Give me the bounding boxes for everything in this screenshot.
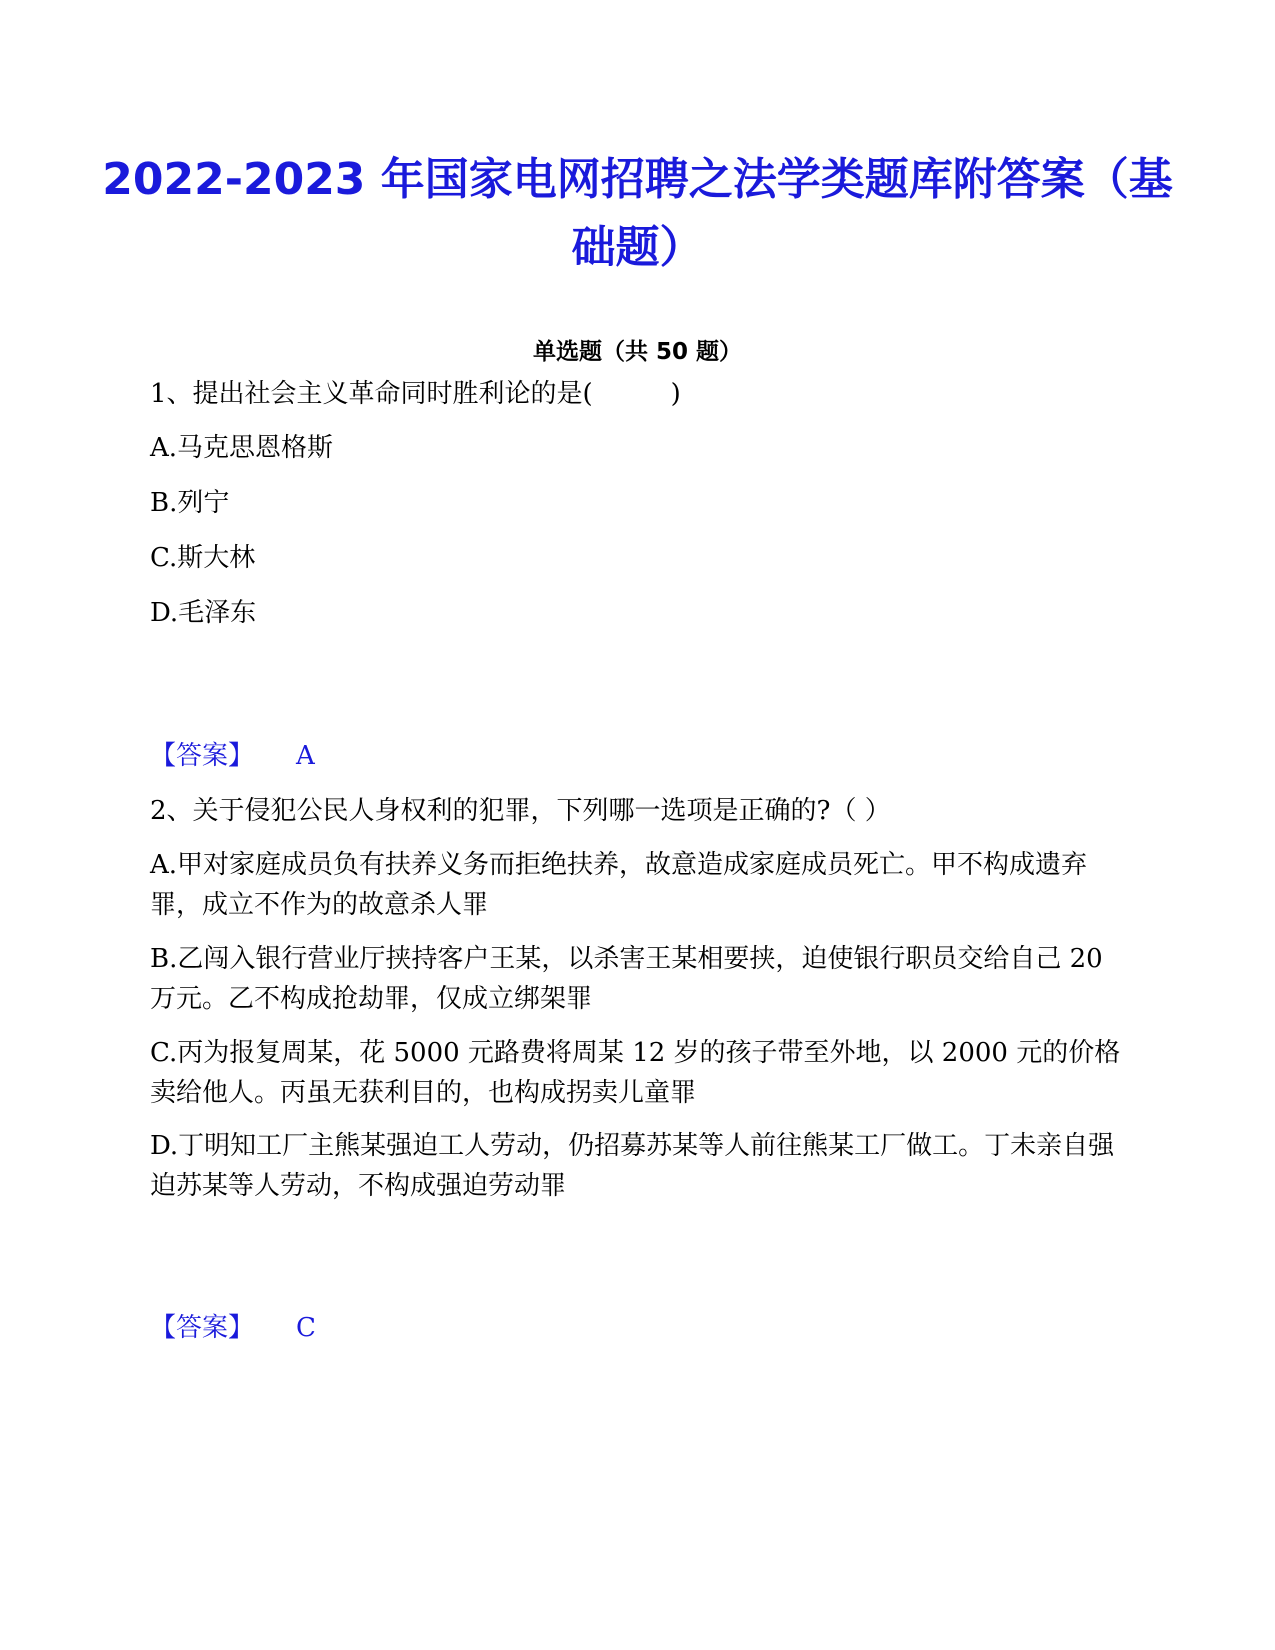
section-heading: 单选题（共 50 题） <box>532 339 743 365</box>
question-1-stem: 1、提出社会主义革命同时胜利论的是( ) <box>150 379 681 409</box>
question-2-answer <box>150 1308 316 1348</box>
question-2-option-c: C.丙为报复周某，花 5000 元路费将周某 12 岁的孩子带至外地，以 2000 元的价格卖给他人。丙虽无获利目的，也构成拐卖儿童罪 <box>150 1038 1121 1108</box>
question-1-answer <box>150 736 315 776</box>
question-2-stem: 2、关于侵犯公民人身权利的犯罪，下列哪一选项是正确的?（ ） <box>150 796 891 826</box>
question-1-option-d: D.毛泽东 <box>150 598 257 628</box>
question-2-option-d: D.丁明知工厂主熊某强迫工人劳动，仍招募苏某等人前往熊某工厂做工。丁未亲自强迫苏某等人劳动，不构成强迫劳动罪 <box>150 1131 1115 1201</box>
question-2-option-b: B.乙闯入银行营业厅挟持客户王某，以杀害王某相要挟，迫使银行职员交给自己 20 万元。乙不构成抢劫罪，仅成立绑架罪 <box>150 944 1103 1014</box>
answer-label: 【答案】 <box>150 741 255 771</box>
answer-value: A <box>296 741 315 771</box>
answer-value: C <box>296 1313 316 1343</box>
question-2-option-a: A.甲对家庭成员负有扶养义务而拒绝扶养，故意造成家庭成员死亡。甲不构成遗弃罪，成立不作为的故意杀人罪 <box>150 850 1088 920</box>
question-1-option-a: A.马克思恩格斯 <box>150 433 334 463</box>
document-title: 2022-2023 年国家电网招聘之法学类题库附答案（基础题） <box>102 154 1173 273</box>
answer-label: 【答案】 <box>150 1313 255 1343</box>
question-1-option-c: C.斯大林 <box>150 543 256 573</box>
question-1-option-b: B.列宁 <box>150 488 230 518</box>
